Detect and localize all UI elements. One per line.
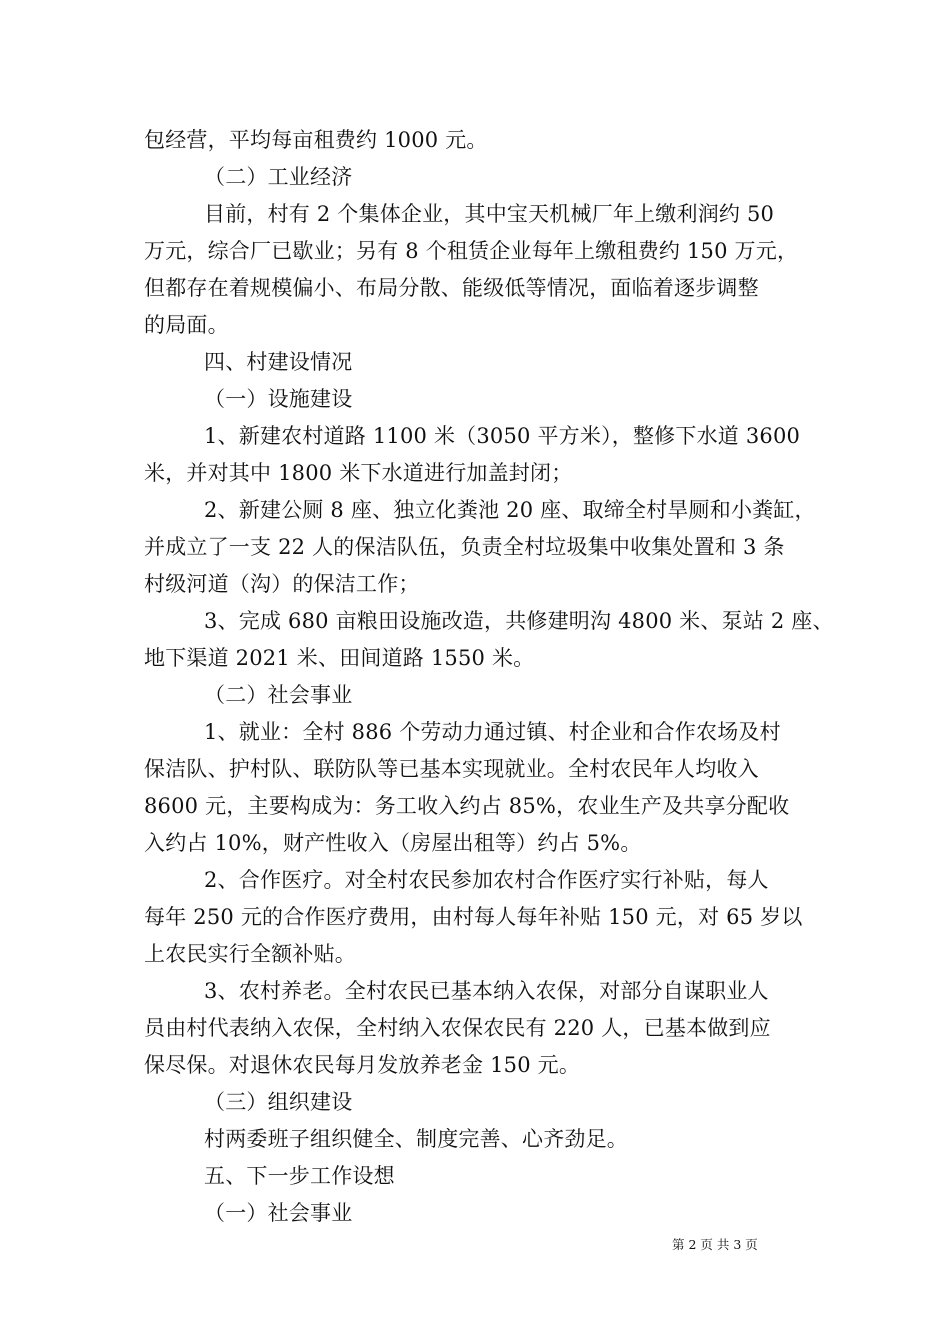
text-line: 米，并对其中 1800 米下水道进行加盖封闭； bbox=[144, 461, 573, 485]
text-line: 但都存在着规模偏小、布局分散、能级低等情况，面临着逐步调整 bbox=[144, 276, 759, 300]
section-heading: （三）组织建设 bbox=[204, 1090, 353, 1114]
text-line: 入约占 10%，财产性收入（房屋出租等）约占 5%。 bbox=[144, 831, 642, 855]
section-heading: 五、下一步工作设想 bbox=[204, 1164, 395, 1188]
text-line: 上农民实行全额补贴。 bbox=[144, 942, 356, 966]
page-number-footer: 第 2 页 共 3 页 bbox=[672, 1237, 758, 1252]
section-heading: （二）工业经济 bbox=[204, 165, 353, 189]
text-line: 2、合作医疗。对全村农民参加农村合作医疗实行补贴，每人 bbox=[204, 868, 769, 892]
section-heading: （一）社会事业 bbox=[204, 1201, 353, 1225]
text-line: 村两委班子组织健全、制度完善、心齐劲足。 bbox=[204, 1127, 628, 1151]
text-line: 保洁队、护村队、联防队等已基本实现就业。全村农民年人均收入 bbox=[144, 757, 759, 781]
text-line: 2、新建公厕 8 座、独立化粪池 20 座、取缔全村旱厕和小粪缸， bbox=[204, 498, 816, 522]
text-line: 地下渠道 2021 米、田间道路 1550 米。 bbox=[144, 646, 535, 670]
text-line: 目前，村有 2 个集体企业，其中宝天机械厂年上缴利润约 50 bbox=[204, 202, 775, 226]
section-heading: 四、村建设情况 bbox=[204, 350, 353, 374]
text-line: 1、就业：全村 886 个劳动力通过镇、村企业和合作农场及村 bbox=[204, 720, 781, 744]
text-line: 8600 元，主要构成为：务工收入约占 85%，农业生产及共享分配收 bbox=[144, 794, 790, 818]
text-line: 3、农村养老。全村农民已基本纳入农保，对部分自谋职业人 bbox=[204, 979, 769, 1003]
text-line: 村级河道（沟）的保洁工作； bbox=[144, 572, 420, 596]
text-line: 3、完成 680 亩粮田设施改造，共修建明沟 4800 米、泵站 2 座、 bbox=[204, 609, 834, 633]
text-line: 并成立了一支 22 人的保洁队伍，负责全村垃圾集中收集处置和 3 条 bbox=[144, 535, 785, 559]
text-line: 的局面。 bbox=[144, 313, 229, 337]
text-line: 保尽保。对退休农民每月发放养老金 150 元。 bbox=[144, 1053, 581, 1077]
text-line: 万元，综合厂已歇业；另有 8 个租赁企业每年上缴租费约 150 万元， bbox=[144, 239, 799, 263]
text-line: 员由村代表纳入农保，全村纳入农保农民有 220 人，已基本做到应 bbox=[144, 1016, 771, 1040]
section-heading: （一）设施建设 bbox=[204, 387, 353, 411]
text-line: 1、新建农村道路 1100 米（3050 平方米），整修下水道 3600 bbox=[204, 424, 801, 448]
text-line: 包经营，平均每亩租费约 1000 元。 bbox=[144, 128, 488, 152]
text-line: 每年 250 元的合作医疗费用，由村每人每年补贴 150 元，对 65 岁以 bbox=[144, 905, 803, 929]
section-heading: （二）社会事业 bbox=[204, 683, 353, 707]
